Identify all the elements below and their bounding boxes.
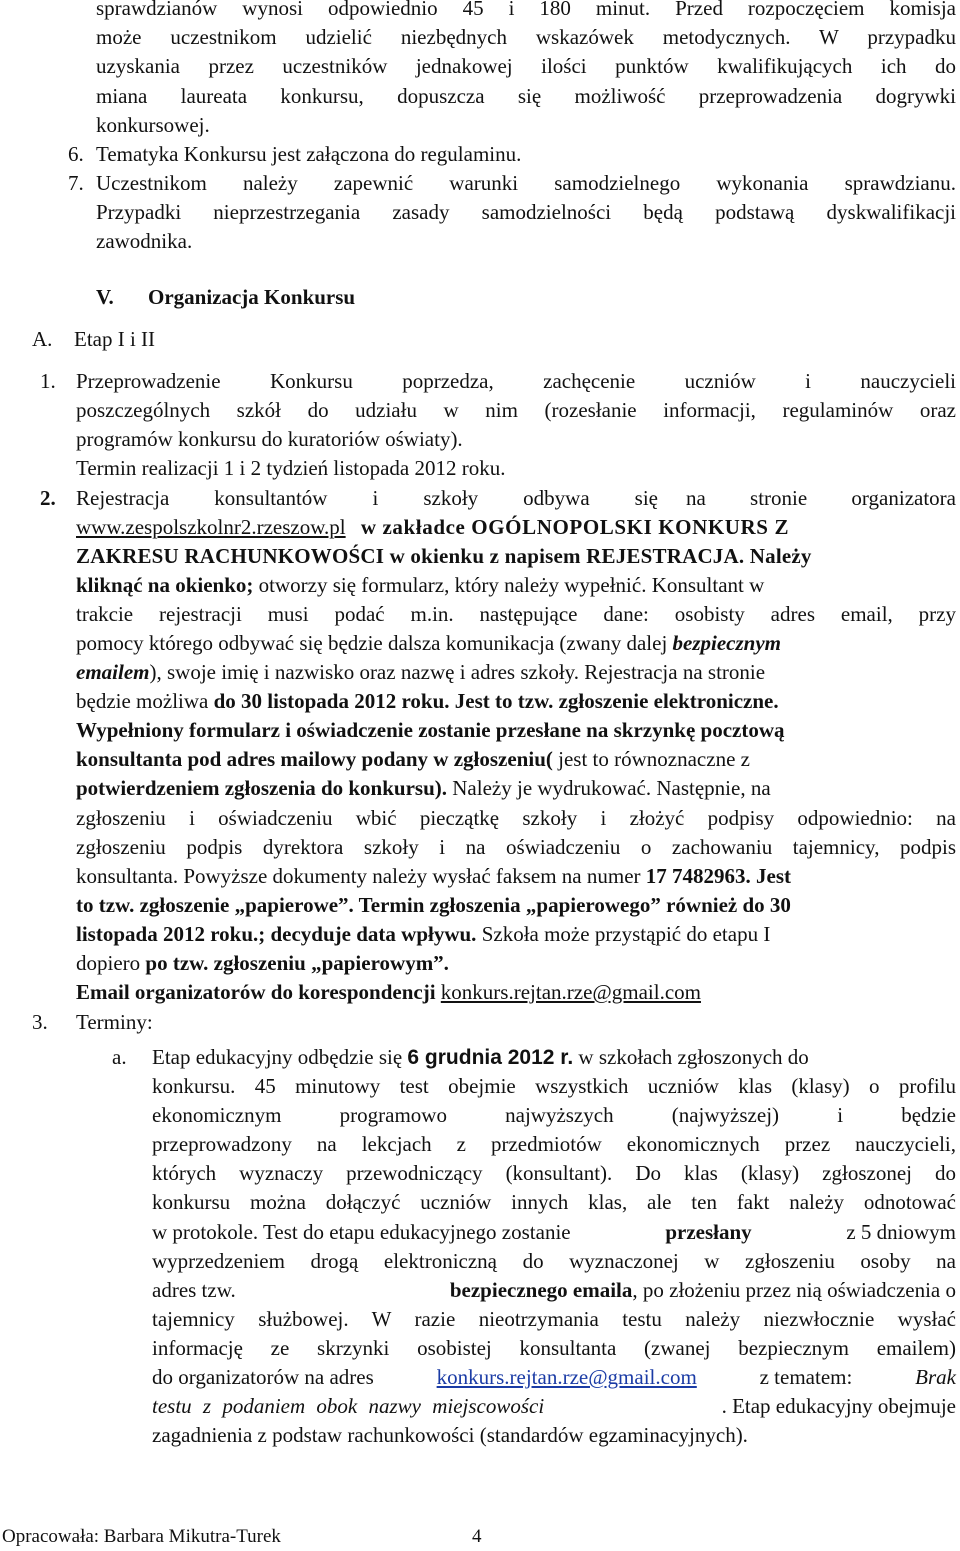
paragraph-line	[76, 949, 449, 978]
paragraph-line	[152, 1392, 956, 1421]
bold-italic-text: emailem	[76, 660, 150, 684]
intro-line: sprawdzianów wynosi odpowiednio 45 i 180 minut. Przed rozpoczęciem komisja	[96, 0, 956, 20]
text: dopiero	[76, 951, 141, 975]
list-number: 7.	[68, 171, 84, 195]
page-number: 4	[472, 1526, 482, 1547]
bold-text: przesłany	[665, 1220, 752, 1244]
point-number: 1.	[40, 369, 56, 393]
point-number: 3.	[32, 1010, 48, 1034]
paragraph-line: których wyznaczy przewodniczący (konsultant). Do klas (klasy) zgłoszonej do	[152, 1161, 956, 1185]
paragraph-line: Przeprowadzenie Konkursu poprzedza, zachęcenie uczniów i nauczycieli	[76, 369, 956, 393]
paragraph-line: Wypełniony formularz i oświadczenie zostanie przesłane na skrzynkę pocztową	[76, 718, 785, 742]
footer-author: Opracowała: Barbara Mikutra-Turek	[2, 1526, 281, 1547]
paragraph-line	[76, 978, 701, 1007]
paragraph-line: konkursu. 45 minutowy test obejmie wszystkich uczniów klas (klasy) o profilu	[152, 1074, 956, 1098]
paragraph-line: informację ze skrzynki osobistej konsultanta (zwanej bezpiecznym emailem)	[152, 1336, 956, 1360]
paragraph-line	[76, 513, 789, 542]
paragraph-line	[152, 1363, 956, 1392]
text: Szkoła może przystąpić do etapu I	[481, 922, 771, 946]
paragraph-line	[152, 1043, 809, 1072]
point-heading: Terminy:	[76, 1010, 153, 1034]
text-group	[450, 1276, 956, 1305]
email-link[interactable]: konkurs.rejtan.rze@gmail.com	[440, 980, 701, 1004]
paragraph-line	[76, 629, 781, 658]
paragraph-line: poszczególnych szkół do udziału w nim (rozesłanie informacji, regulaminów oraz	[76, 398, 956, 422]
paragraph-line	[152, 1218, 956, 1247]
intro-line: uzyskania przez uczestników jednakowej ilości punktów kwalifikujących ich do	[96, 54, 956, 78]
bold-text: listopada 2012 roku.; decyduje data wpływu.	[76, 922, 477, 946]
bold-text: w zakładce OGÓLNOPOLSKI KONKURS Z	[360, 515, 790, 539]
point-number: 2.	[40, 486, 56, 510]
paragraph-line	[76, 658, 765, 687]
email-link[interactable]: konkurs.rejtan.rze@gmail.com	[436, 1365, 697, 1389]
bold-text: po tzw. zgłoszeniu „papierowym”.	[145, 951, 449, 975]
paragraph-line: to tzw. zgłoszenie „papierowe”. Termin zgłoszenia „papierowego” również do 30	[76, 893, 791, 917]
paragraph-line: na stronie organizatora	[686, 486, 956, 510]
paragraph-line: zagadnienia z podstaw rachunkowości (standardów egzaminacyjnych).	[152, 1423, 748, 1447]
paragraph-line: trakcie rejestracji musi podać m.in. następujące dane: osobisty adres email, przy	[76, 602, 956, 626]
text: , po złożeniu przez nią oświadczenia o	[632, 1278, 956, 1302]
paragraph-line	[76, 571, 764, 600]
website-link[interactable]: www.zespolszkolnr2.rzeszow.pl	[76, 515, 346, 539]
subsection-heading: Etap I i II	[74, 327, 156, 351]
paragraph-line: ekonomicznym programowo najwyższych (najwyższej) i będzie	[152, 1103, 956, 1127]
paragraph-line: konkursu można dołączyć uczniów innych klas, ale ten fakt należy odnotować	[152, 1190, 956, 1214]
subsection-letter: A.	[32, 327, 53, 351]
text: adres tzw.	[152, 1278, 236, 1302]
sub-item-letter: a.	[112, 1045, 127, 1069]
section-heading: Organizacja Konkursu	[148, 285, 356, 309]
bold-text: do 30 listopada 2012 roku. Jest to tzw. zgłoszenie elektroniczne.	[213, 689, 779, 713]
text: konsultanta. Powyższe dokumenty należy wysłać faksem na numer	[76, 864, 641, 888]
text: Etap edukacyjny odbędzie się	[152, 1045, 403, 1069]
list-item: zawodnika.	[96, 229, 193, 253]
bold-text: bezpiecznego emaila	[449, 1278, 633, 1302]
paragraph-line	[76, 774, 771, 803]
paragraph-line	[76, 745, 750, 774]
list-item: Uczestnikom należy zapewnić warunki samodzielnego wykonania sprawdzianu.	[96, 171, 956, 195]
paragraph-line: ZAKRESU RACHUNKOWOŚCI w okienku z napisem REJESTRACJA. Należy	[76, 544, 812, 568]
paragraph-line: programów konkursu do kuratoriów oświaty).	[76, 427, 463, 451]
bold-text: 17 7482963. Jest	[645, 864, 792, 888]
paragraph-line	[152, 1276, 956, 1305]
list-number: 6.	[68, 142, 84, 166]
paragraph-line: wyprzedzeniem drogą elektroniczną do wyznaczonej w zgłoszeniu osoby na	[152, 1249, 956, 1273]
paragraph-line: przeprowadzony na lekcjach z przedmiotów ekonomicznych przez nauczycieli,	[152, 1132, 956, 1156]
paragraph-line: zgłoszeniu podpis dyrektora szkoły i na oświadczeniu o zachowaniu tajemnicy, podpis	[76, 835, 956, 859]
bold-text: potwierdzeniem zgłoszenia do konkursu).	[76, 776, 448, 800]
text: z tematem:	[759, 1365, 853, 1389]
text: otworzy się formularz, który należy wypełnić. Konsultant w	[258, 573, 765, 597]
text: z 5 dniowym	[846, 1220, 956, 1244]
text: jest to równoznaczne z	[558, 747, 750, 771]
bold-text: kliknąć na okienko;	[76, 573, 254, 597]
italic-text: testu z podaniem obok nazwy miejscowości	[152, 1394, 545, 1418]
text: będzie możliwa	[76, 689, 209, 713]
text: do organizatorów na adres	[152, 1365, 374, 1389]
text: Należy je wydrukować. Następnie, na	[452, 776, 771, 800]
paragraph-line	[76, 862, 791, 891]
text: w protokole. Test do etapu edukacyjnego zostanie	[152, 1220, 571, 1244]
paragraph-line: Termin realizacji 1 i 2 tydzień listopada 2012 roku.	[76, 456, 506, 480]
bold-text: Email organizatorów do korespondencji	[76, 980, 436, 1004]
text: ), swoje imię i nazwisko oraz nazwę i adres szkoły. Rejestracja na stronie	[149, 660, 766, 684]
paragraph-line: Rejestracja konsultantów i szkoły odbywa się	[76, 486, 658, 510]
intro-line: może uczestnikom udzielić niezbędnych wskazówek metodycznych. W przypadku	[96, 25, 956, 49]
text: . Etap edukacyjny obejmuje	[721, 1394, 956, 1418]
paragraph-line: tajemnicy służbowej. W razie nieotrzymania testu należy niezwłocznie wysłać	[152, 1307, 956, 1331]
date-highlight: 6 grudnia 2012 r.	[407, 1046, 574, 1069]
paragraph-line: zgłoszeniu i oświadczeniu wbić pieczątkę szkoły i złożyć podpisy odpowiednio: na	[76, 806, 956, 830]
text: pomocy którego odbywać się będzie dalsza komunikacja (zwany dalej	[76, 631, 668, 655]
italic-text: Brak	[915, 1365, 956, 1389]
list-item: Przypadki nieprzestrzegania zasady samodzielności będą podstawą dyskwalifikacji	[96, 200, 956, 224]
list-item: Tematyka Konkursu jest załączona do regulaminu.	[96, 142, 522, 166]
text: w szkołach zgłoszonych do	[578, 1045, 809, 1069]
intro-line: miana laureata konkursu, dopuszcza się możliwość przeprowadzenia dogrywki	[96, 84, 956, 108]
intro-line: konkursowej.	[96, 113, 210, 137]
section-number: V.	[96, 285, 114, 309]
bold-text: konsultanta pod adres mailowy podany w zgłoszeniu(	[76, 747, 553, 771]
paragraph-line	[76, 920, 770, 949]
paragraph-line	[76, 687, 779, 716]
bold-italic-text: bezpiecznym	[672, 631, 782, 655]
